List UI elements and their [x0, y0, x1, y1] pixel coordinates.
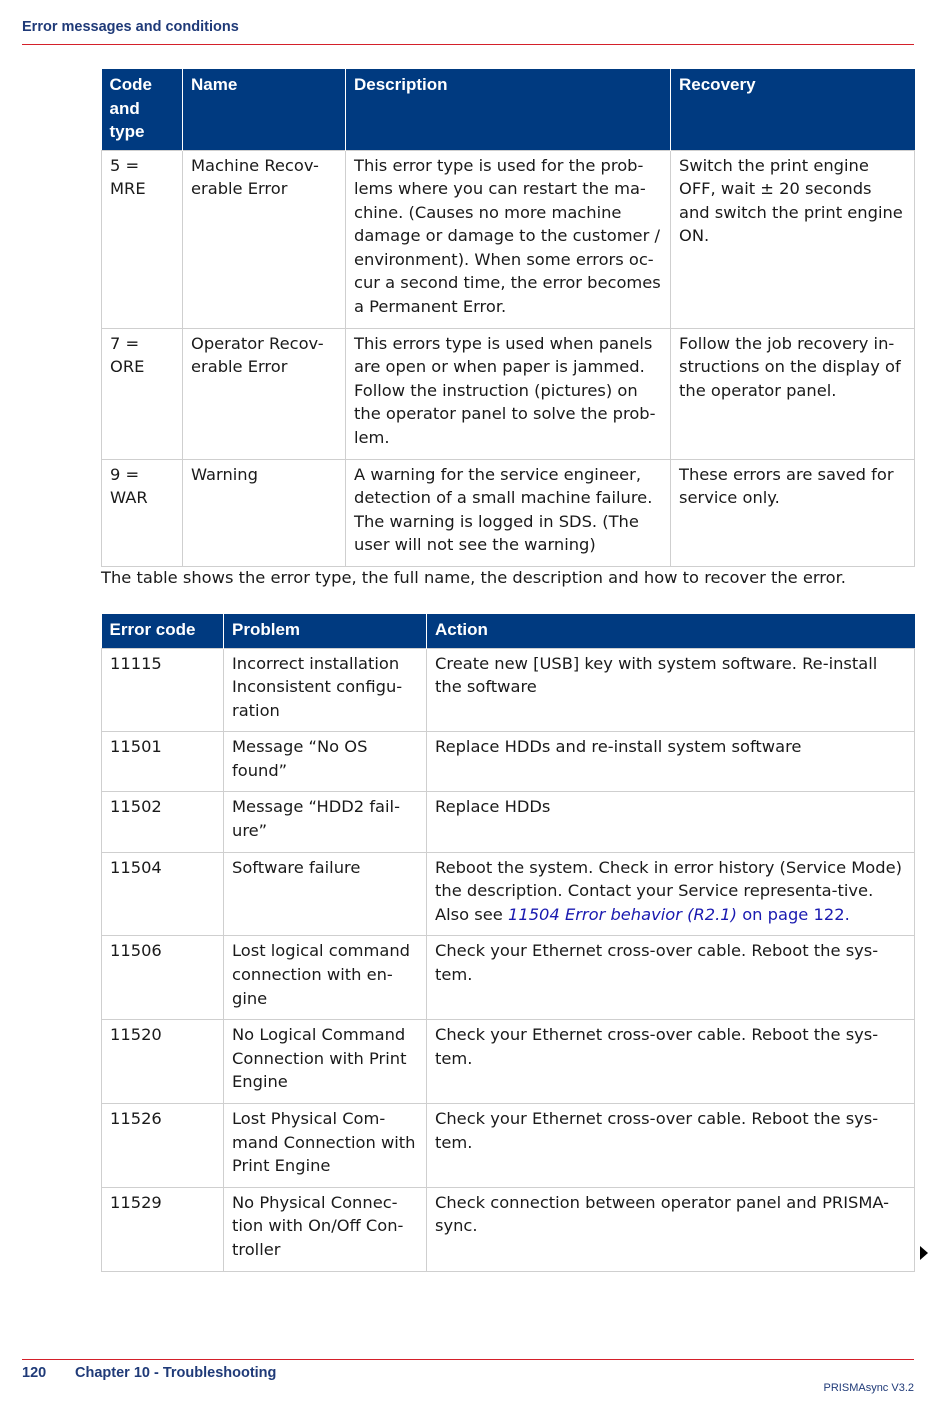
error-code: 11526: [102, 1104, 224, 1188]
header-divider: [22, 44, 914, 45]
column-header-problem: Problem: [224, 614, 427, 648]
product-version: PRISMAsync V3.2: [823, 1382, 914, 1394]
error-code: 11520: [102, 1020, 224, 1104]
error-action: Replace HDDs: [427, 792, 915, 852]
error-problem: Lost Physical Com-mand Connection with Print Engine: [224, 1104, 427, 1188]
column-header-code: Code and type: [102, 69, 183, 150]
error-type-name: Operator Recov-erable Error: [183, 328, 346, 459]
error-code: 11506: [102, 936, 224, 1020]
error-type-recovery: Switch the print engine OFF, wait ± 20 seconds and switch the print engine ON.: [671, 150, 915, 328]
table-row: [102, 792, 915, 852]
table-header-row: [102, 69, 915, 150]
column-header-action: Action: [427, 614, 915, 648]
error-code: 11115: [102, 648, 224, 732]
error-code: 11502: [102, 792, 224, 852]
table-row: [102, 328, 915, 459]
table-header-row: [102, 614, 915, 648]
continue-arrow-icon: [920, 1246, 928, 1260]
error-action: Create new [USB] key with system software. Re-install the software: [427, 648, 915, 732]
error-type-code: 7 = ORE: [102, 328, 183, 459]
chapter-title: Chapter 10 - Troubleshooting: [75, 1365, 277, 1381]
error-problem: Message “HDD2 fail-ure”: [224, 792, 427, 852]
table-row: [102, 1187, 915, 1271]
error-problem: Lost logical command connection with en-gine: [224, 936, 427, 1020]
error-action: Check your Ethernet cross-over cable. Reboot the sys-tem.: [427, 1104, 915, 1188]
error-problem: Software failure: [224, 852, 427, 936]
see-also-line: Also see 11504 Error behavior (R2.1) on page 122.: [435, 904, 850, 924]
page-number: 120: [22, 1365, 47, 1381]
error-action-cell: [427, 852, 915, 936]
page-reference-link[interactable]: on page 122: [742, 904, 845, 924]
column-header-error-code: Error code: [102, 614, 224, 648]
error-problem: No Physical Connec-tion with On/Off Con-troller: [224, 1187, 427, 1271]
error-action: Check your Ethernet cross-over cable. Reboot the sys-tem.: [427, 1020, 915, 1104]
section-title: Error messages and conditions: [22, 19, 239, 35]
error-action: Replace HDDs and re-install system software: [427, 732, 915, 792]
error-action: Check connection between operator panel and PRISMA-sync.: [427, 1187, 915, 1271]
table-row: [102, 648, 915, 732]
error-types-table: [101, 69, 915, 567]
error-action: Check your Ethernet cross-over cable. Reboot the sys-tem.: [427, 936, 915, 1020]
error-action: Reboot the system. Check in error history (Service Mode) the description. Contact your Service representa-tive.: [435, 857, 902, 901]
error-problem: Message “No OS found”: [224, 732, 427, 792]
column-header-name: Name: [183, 69, 346, 150]
table-row: [102, 1104, 915, 1188]
error-type-description: This error type is used for the prob-lems where you can restart the ma-chine. (Causes no more machine damage or damage to the customer / environment). When some errors oc-cur a second time, the error becomes a Permanent Error.: [346, 150, 671, 328]
see-also-prefix: Also see: [435, 904, 503, 924]
table-row: [102, 150, 915, 328]
error-code: 11501: [102, 732, 224, 792]
table-row: [102, 732, 915, 792]
error-type-name: Warning: [183, 459, 346, 566]
error-code: 11504: [102, 852, 224, 936]
error-type-description: This errors type is used when panels are open or when paper is jammed. Follow the instruction (pictures) on the operator panel to solve the prob-lem.: [346, 328, 671, 459]
footer-divider: [22, 1359, 914, 1360]
table-caption: The table shows the error type, the full name, the description and how to recover the error.: [101, 568, 846, 587]
error-type-recovery: These errors are saved for service only.: [671, 459, 915, 566]
error-type-recovery: Follow the job recovery in-structions on the display of the operator panel.: [671, 328, 915, 459]
error-codes-table: [101, 614, 915, 1272]
table-row: [102, 936, 915, 1020]
column-header-description: Description: [346, 69, 671, 150]
error-type-name: Machine Recov-erable Error: [183, 150, 346, 328]
table-row: [102, 459, 915, 566]
table-row: [102, 852, 915, 936]
error-type-code: 9 = WAR: [102, 459, 183, 566]
error-code: 11529: [102, 1187, 224, 1271]
error-problem: No Logical Command Connection with Print Engine: [224, 1020, 427, 1104]
error-type-code: 5 = MRE: [102, 150, 183, 328]
error-problem: Incorrect installation Inconsistent configu-ration: [224, 648, 427, 732]
error-type-description: A warning for the service engineer, detection of a small machine failure. The warning is logged in SDS. (The user will not see the warning): [346, 459, 671, 566]
cross-reference-link[interactable]: 11504 Error behavior (R2.1): [507, 904, 738, 924]
column-header-recovery: Recovery: [671, 69, 915, 150]
table-row: [102, 1020, 915, 1104]
